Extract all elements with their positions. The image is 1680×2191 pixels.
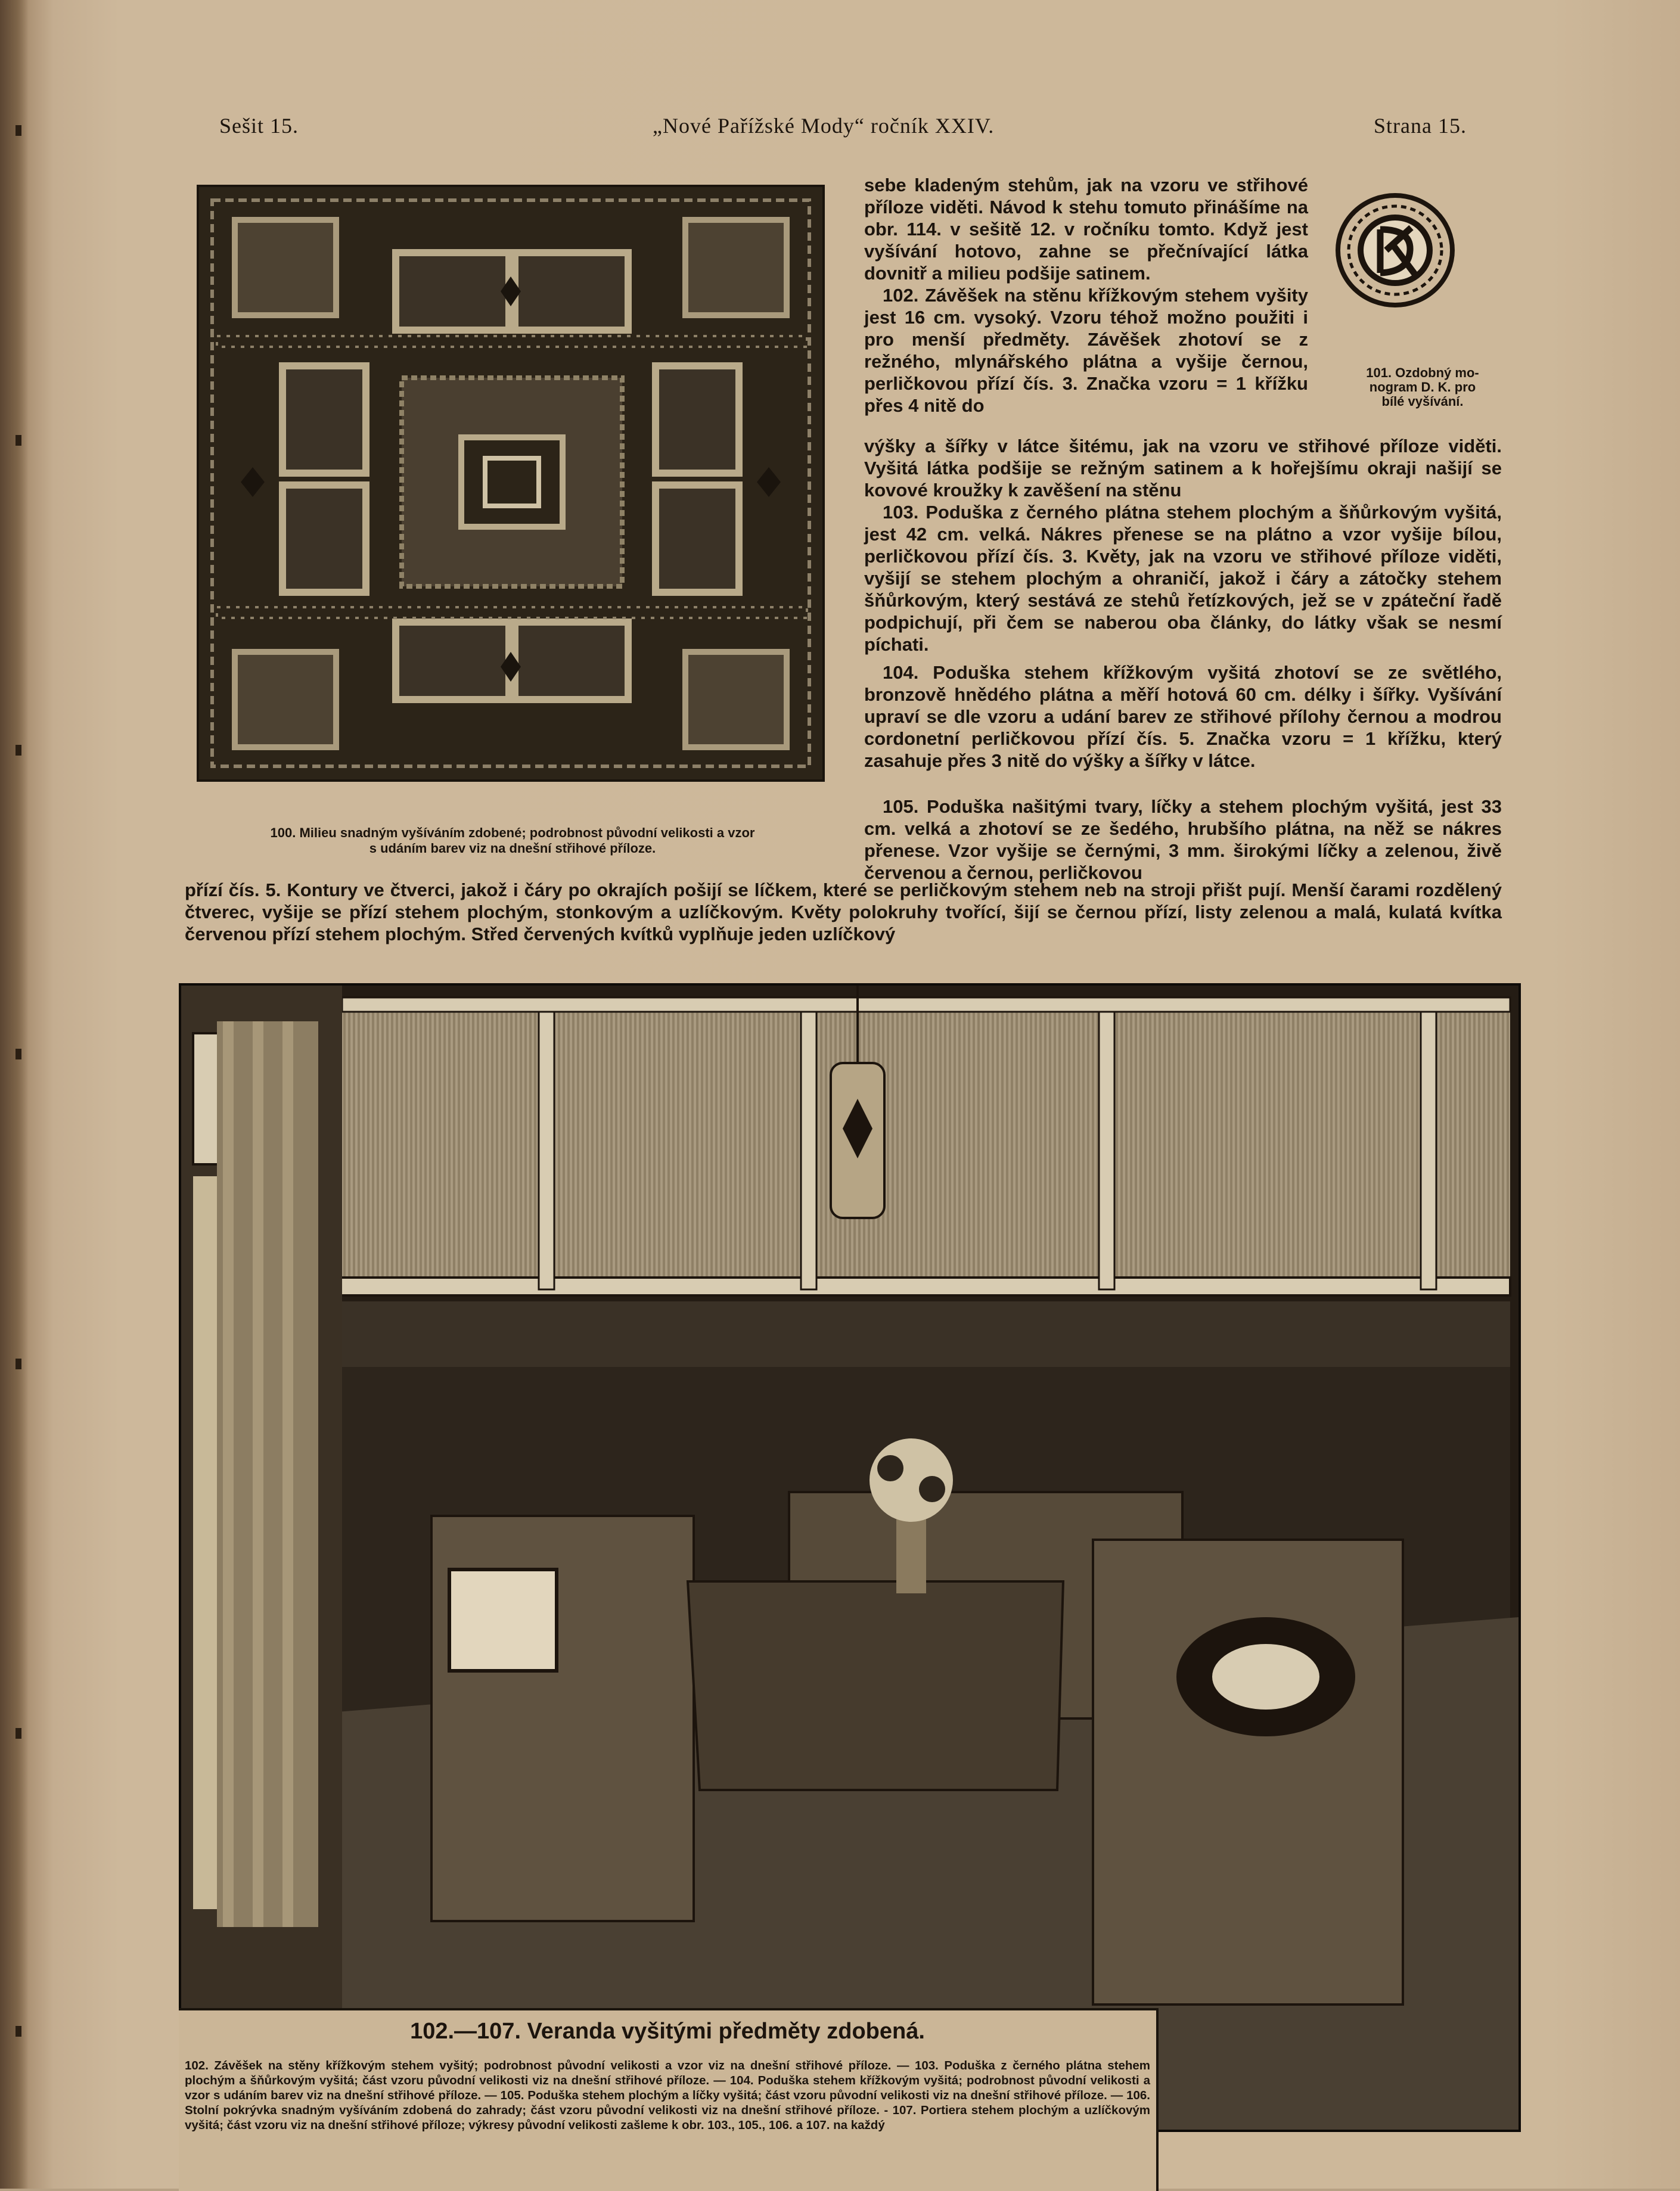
paragraph-103 (864, 501, 1502, 655)
paragraph-102 (864, 284, 1308, 417)
binding-mark (15, 2026, 21, 2037)
binding-mark (15, 125, 21, 136)
article-text-narrow (864, 174, 1308, 417)
binding-gutter (0, 0, 29, 2189)
paragraph-104 (864, 661, 1502, 772)
paragraph-text: Poduška z černého plátna stehem plochým a šňůrkovým vyšitá, jest 42 cm. velká. Nákres přenese se na plátno a vzor vyšije bílou, perličkovou přízí čís. 3. Květy, jak na vzoru ve střihové příloze viděti, vyšijí se stehem plochým a ohraničí, jakož i čáry a zátočky stehem šňůrkovým, který sestává ze stehů řetízkových, jež se v zpáteční řadě podpichují, při čem se naberou oba články, do látky však se nesmí píchati. (864, 502, 1502, 655)
binding-mark (15, 1728, 21, 1739)
item-number: 102. (883, 285, 919, 306)
item-number: 104. (883, 662, 919, 683)
paragraph-text: Poduška našitými tvary, líčky a stehem plochým vyšitá, jest 33 cm. velká a zhotoví se ze šedého, hrubšího plátna, na něž se nákres přenese. Vzor vyšije se černými, 3 mm. širokými líčky a zelenou, živě červenou a černou, perličkovou (864, 796, 1502, 883)
item-number: 105. (883, 796, 919, 817)
caption-line: bílé vyšívání. (1381, 394, 1464, 409)
binding-mark (15, 1359, 21, 1369)
caption-line: 101. Ozdobný mo- (1366, 365, 1479, 380)
paragraph: výšky a šířky v látce šitému, jak na vzoru ve střihové příloze viděti. Vyšitá látka podšije se režným satinem a k hořejšímu okraji našijí se kovové kroužky k zavěšení na stěnu (864, 436, 1502, 501)
caption-line: nogram D. K. pro (1369, 380, 1476, 394)
binding-mark (15, 1049, 21, 1059)
binding-mark (15, 745, 21, 756)
item-number: 103. (883, 502, 919, 523)
figure-101-caption (1339, 366, 1506, 409)
running-head-page: Strana 15. (1374, 114, 1467, 138)
paragraph-text: Závěšek na stěnu křížkovým stehem vyšity jest 16 cm. vysoký. Vzoru téhož možno použiti i pro menší předměty. Závěšek zhotoví se z režného, mlynářského plátna a vyšije černou, perličkovou přízí čís. 3. Značka vzoru = 1 křížku přes 4 nitě do (864, 285, 1308, 416)
monogram-dk-image (1334, 173, 1457, 328)
veranda-photograph (179, 983, 1521, 2132)
running-head-title: „Nové Pařížské Mody“ ročník XXIV. (653, 114, 995, 138)
caption-line: 100. Milieu snadným vyšíváním zdobené; podrobnost původní velikosti a vzor (270, 825, 755, 840)
caption-line: s udáním barev viz na dnešní střihové příloze. (369, 841, 656, 856)
figure-102-107-title: 102.—107. Veranda vyšitými předměty zdobená. (410, 2019, 925, 2044)
article-text-104 (864, 661, 1502, 772)
paragraph: přízí čís. 5. Kontury ve čtverci, jakož i čáry po okrajích pošijí se líčkem, které se perličkovým stehem neb na stroji přišt pují. Menší čarami rozdělený čtverec, vyšije se přízí stehem plochým, stonkovým a uzlíčkovým. Květy polokruhy tvořící, šijí se černou přízí, listy zelenou a malá, kulatá kvítka červenou přízí stehem plochým. Střed červených kvítků vyplňuje jeden uzlíčkový (185, 879, 1502, 944)
figure-100-caption (191, 825, 834, 856)
paragraph: sebe kladeným stehům, jak na vzoru ve střihové příloze viděti. Návod k stehu tomuto přinášíme na obr. 114. v sešitě 12. v ročníku tomto. Když jest vyšívání hotovo, zahne se přečnívající látka dovnitř a milieu podšije satinem. (864, 175, 1308, 284)
article-text-wide (864, 435, 1502, 655)
running-head-issue: Sešit 15. (219, 114, 299, 138)
figure-102-107-caption-box (179, 2008, 1159, 2191)
article-text-105 (864, 795, 1502, 884)
figure-102-107-caption: 102. Závěšek na stěny křížkovým stehem vyšitý; podrobnost původní velikosti a vzor viz na dnešní střihové příloze. — 103. Poduška z černého plátna stehem plochým a šňůrkovým vyšitá; část vzoru původní velikosti viz na dnešní střihové příloze. — 104. Poduška stehem křížkovým vyšitá; podrobnost původní velikosti a vzor s udáním barev viz na dnešní střihové příloze. — 105. Poduška stehem plochým a líčky vyšitá; část vzoru původní velikosti viz na dnešní střihové příloze. — 106. Stolní pokrývka snadným vyšíváním zdobená do zahrady; část vzoru původní velikosti viz na dnešní střihové příloze. - 107. Portiera stehem plochým a uzlíčkovým vyšitá; část vzoru viz na dnešní střihové příloze; výkresy původní velikosti zašleme k obr. 103., 105., 106. a 107. na každý (185, 2059, 1150, 2132)
paragraph-text: Poduška stehem křížkovým vyšitá zhotoví se ze světlého, bronzově hnědého plátna a měří hotová 60 cm. délky i šířky. Vyšívání upraví se dle vzoru a udání barev ze střihové přílohy černou a modrou cordonetní perličkovou přízí čís. 5. Značka vzoru = 1 křížku, který zasahuje přes 3 nitě do výšky a šířky v látce. (864, 662, 1502, 771)
embroidered-milieu-image (197, 185, 825, 782)
article-text-full-width (185, 879, 1502, 945)
paragraph-105 (864, 795, 1502, 884)
binding-mark (15, 435, 21, 446)
